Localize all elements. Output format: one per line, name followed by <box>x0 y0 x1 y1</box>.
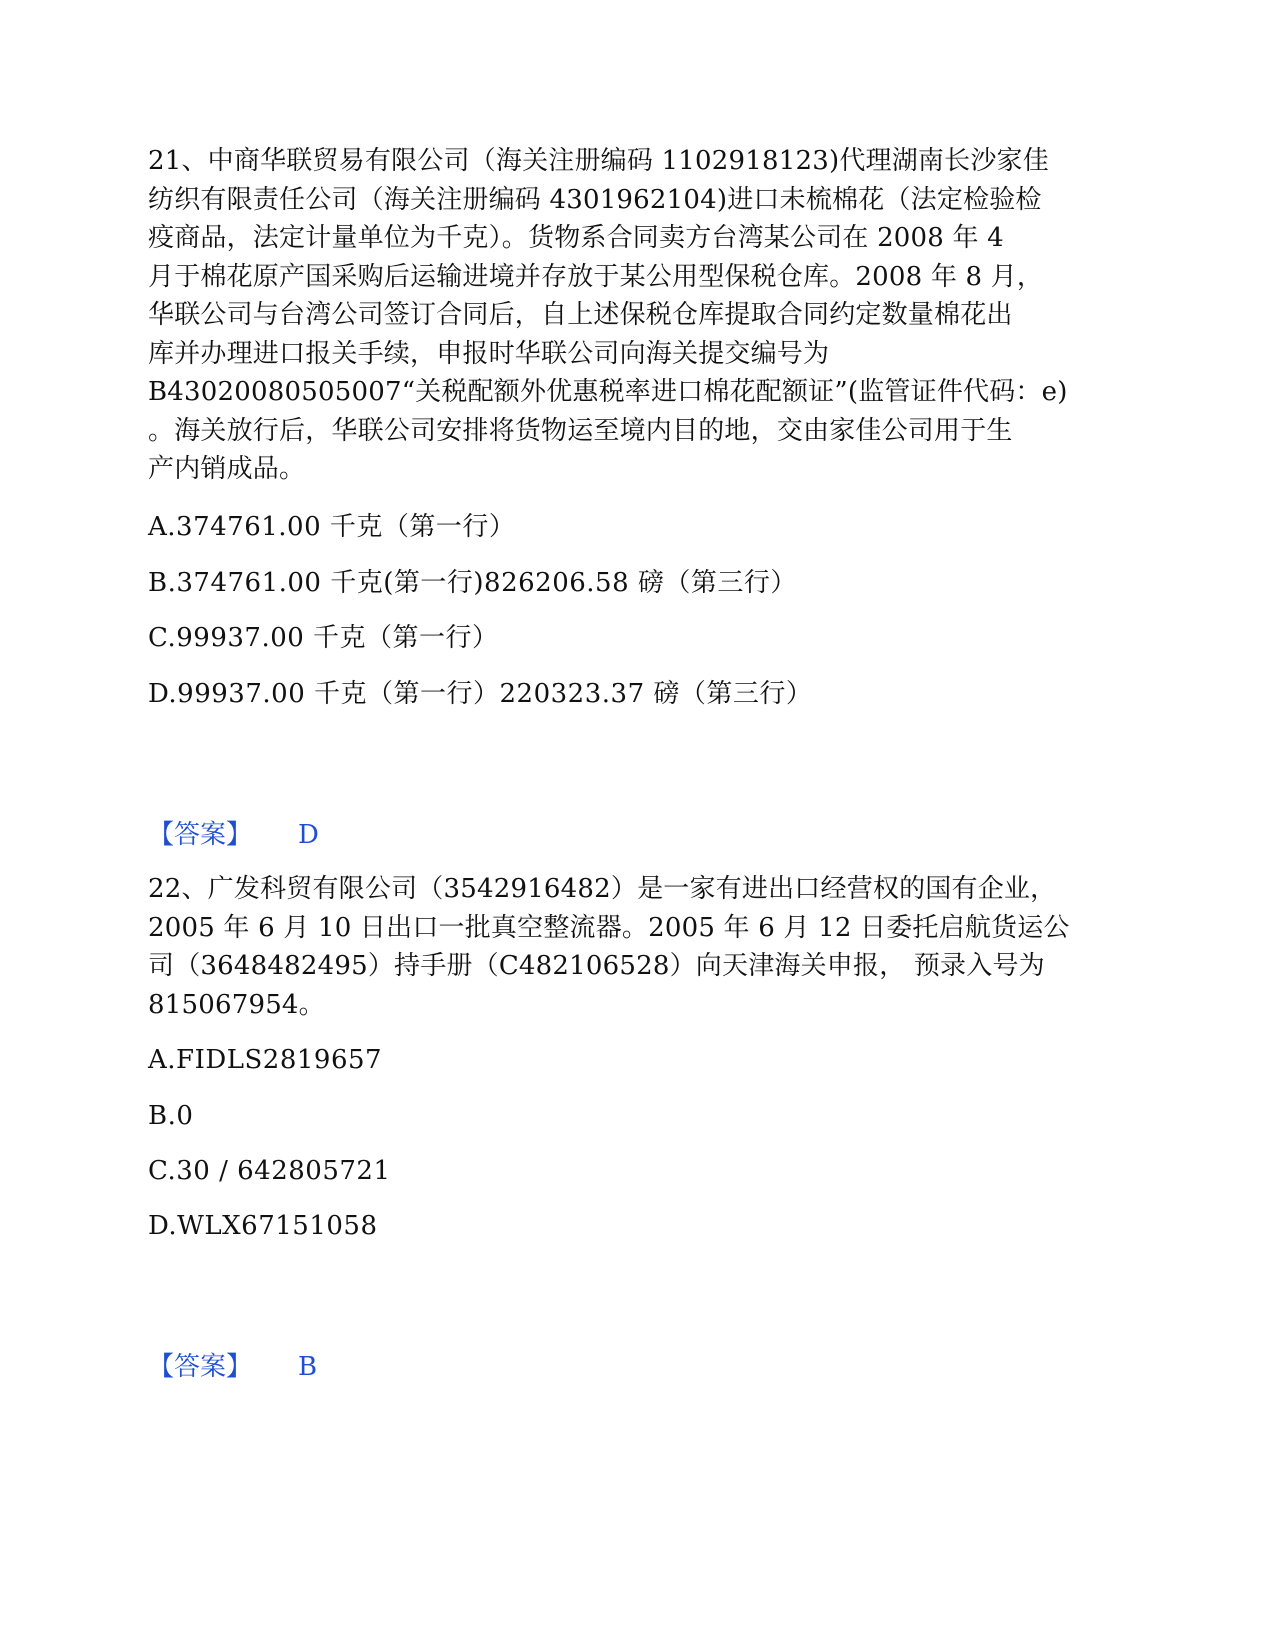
answer-value: D <box>298 820 319 850</box>
question-21-answer <box>148 818 319 852</box>
question-22-option-b: B.0 <box>148 1101 194 1131</box>
question-22-option-a: A.FIDLS2819657 <box>148 1045 383 1075</box>
stem-line: 华联公司与台湾公司签订合同后，自上述保税仓库提取合同约定数量棉花出 <box>148 300 1013 330</box>
question-22-answer <box>148 1350 317 1384</box>
stem-line: 21、中商华联贸易有限公司（海关注册编码 1102918123)代理湖南长沙家佳 <box>148 146 1049 176</box>
stem-line: 库并办理进口报关手续，申报时华联公司向海关提交编号为 <box>148 338 830 369</box>
stem-line: 司（3648482495）持手册（C482106528）向天津海关申报， 预录入号为 <box>148 951 1045 981</box>
stem-line: 22、广发科贸有限公司（3542916482）是一家有进出口经营权的国有企业， <box>148 874 1057 904</box>
stem-line: B43020080505007“关税配额外优惠税率进口棉花配额证”(监管证件代码：e) <box>148 377 1068 407</box>
question-21-option-a: A.374761.00 千克（第一行） <box>148 512 516 542</box>
question-22-option-c: C.30 / 642805721 <box>148 1156 391 1186</box>
stem-line: 。海关放行后，华联公司安排将货物运至境内目的地，交由家佳公司用于生 <box>148 415 1013 446</box>
question-21-stem <box>148 142 1118 489</box>
stem-line: 815067954。 <box>148 989 325 1020</box>
question-22-stem <box>148 870 1118 1024</box>
stem-line: 月于棉花原产国采购后运输进境并存放于某公用型保税仓库。2008 年 8 月， <box>148 261 1044 292</box>
stem-line: 产内销成品。 <box>148 454 306 484</box>
answer-value: B <box>298 1352 318 1382</box>
answer-label: 【答案】 <box>148 820 253 850</box>
question-21-option-d: D.99937.00 千克（第一行）220323.37 磅（第三行） <box>148 679 813 709</box>
stem-line: 2005 年 6 月 10 日出口一批真空整流器。2005 年 6 月 12 日委托启航货运公 <box>148 912 1070 943</box>
question-21-option-c: C.99937.00 千克（第一行） <box>148 623 499 653</box>
question-21-option-b: B.374761.00 千克(第一行)826206.58 磅（第三行） <box>148 568 797 598</box>
answer-label: 【答案】 <box>148 1352 253 1382</box>
stem-line: 纺织有限责任公司（海关注册编码 4301962104)进口未梳棉花（法定检验检 <box>148 184 1042 215</box>
stem-line: 疫商品，法定计量单位为千克）。货物系合同卖方台湾某公司在 2008 年 4 <box>148 223 1004 253</box>
question-22-option-d: D.WLX67151058 <box>148 1211 378 1241</box>
